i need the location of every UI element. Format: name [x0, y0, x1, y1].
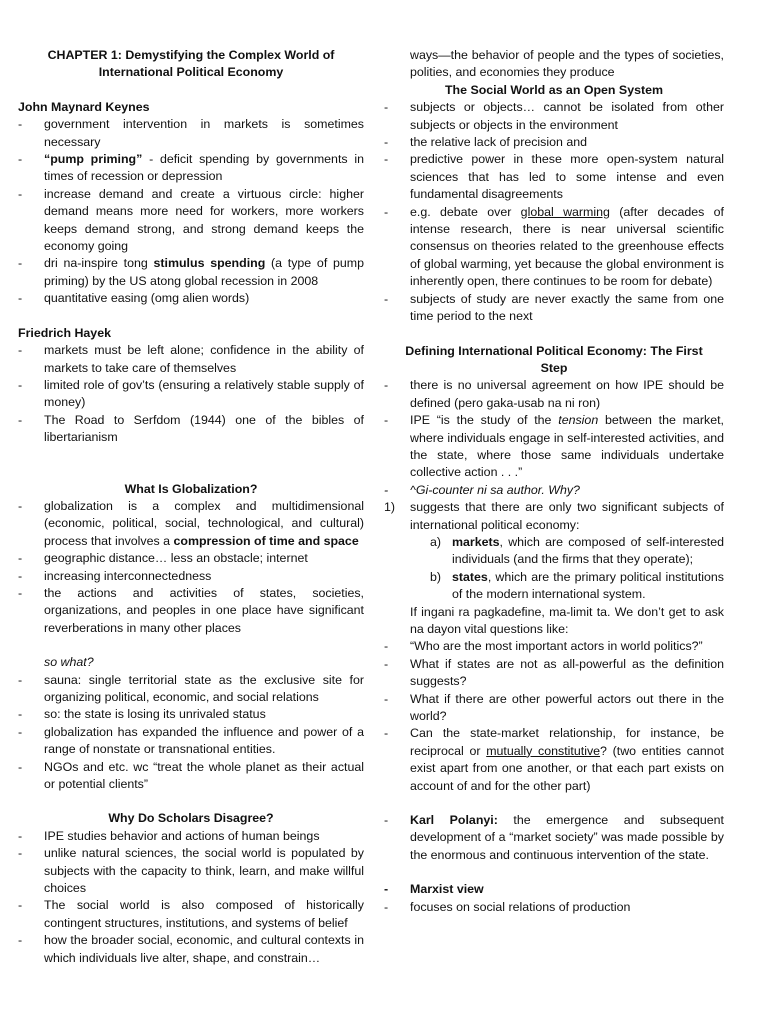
questions-list	[384, 638, 724, 795]
list-item	[384, 291, 724, 326]
def-b-term: states	[452, 569, 488, 584]
dis-b2: unlike natural sciences, the social world is populated by subjects with the capacity to think, learn, and make willful choices	[44, 846, 364, 896]
list-item	[18, 186, 364, 256]
glob-c3: globalization has expanded the influence and power of a range of nonstate or transnational entities.	[44, 724, 364, 757]
def-a-text: , which are composed of self-interested individuals (and the firms that they operate);	[452, 534, 724, 567]
def-b2-term: tension	[558, 413, 599, 428]
list-item	[384, 412, 724, 482]
os-b4-term: global warming	[520, 204, 610, 219]
hayek-b2: limited role of gov’ts (ensuring a relatively stable supply of money)	[44, 377, 364, 410]
keynes-b4-term: stimulus spending	[153, 256, 266, 271]
list-item	[18, 845, 364, 897]
list-item	[18, 151, 364, 186]
disagree-heading: Why Do Scholars Disagree?	[108, 811, 274, 826]
glob-b1-pre: globalization is a complex and multidimensional (economic, political, social, technological, and cultural) process that involves a	[44, 498, 364, 548]
list-item	[18, 585, 364, 637]
list-item	[18, 672, 364, 707]
list-item	[18, 412, 364, 447]
disagree-list	[18, 828, 364, 967]
def-b2-pre: IPE “is the study of the	[410, 413, 559, 428]
def-b2-text: between the market, where individuals engage in self-interested activities, and the state, where those same individuals undertake collective action . . .”	[410, 413, 724, 480]
globalization-heading: What Is Globalization?	[124, 481, 258, 496]
list-item	[18, 828, 364, 845]
defining-heading: Defining International Political Economy: The First Step	[405, 343, 703, 375]
polanyi-list	[384, 812, 724, 864]
def-b1: there is no universal agreement on how IPE should be defined (pero gaka-usab na ni ron)	[410, 378, 724, 410]
os-b2: the relative lack of precision and	[410, 135, 588, 150]
list-item	[18, 568, 364, 585]
dis-b1: IPE studies behavior and actions of human beings	[44, 828, 320, 843]
list-item	[18, 932, 364, 967]
so-what-label: so what?	[44, 655, 94, 670]
letter-label: a)	[430, 534, 442, 549]
def-q2: What if states are not as all-powerful as the definition suggests?	[410, 656, 724, 689]
list-item	[18, 255, 364, 290]
os-b3: predictive power in these more open-system natural sciences that has led to some intense and even fundamental disagreements	[410, 152, 724, 202]
defining-list	[384, 377, 724, 499]
glob-b3: increasing interconnectedness	[44, 568, 212, 583]
keynes-list	[18, 116, 364, 307]
marxist-b1: focuses on social relations of production	[410, 899, 631, 914]
list-item	[384, 812, 724, 864]
keynes-b5: quantitative easing (omg alien words)	[44, 291, 250, 306]
glob-c1: sauna: single territorial state as the exclusive site for organizing political, economic, and social relations	[44, 672, 364, 704]
glob-c2: so: the state is losing its unrivaled status	[44, 707, 266, 722]
os-b1: subjects or objects… cannot be isolated from other subjects or objects in the environment	[410, 100, 724, 132]
def-a-term: markets	[452, 534, 500, 549]
list-item	[384, 99, 724, 134]
list-item	[384, 151, 724, 203]
list-item	[384, 204, 724, 291]
def-q4-term: mutually constitutive	[486, 743, 601, 758]
glob-b1-term: compression of time and space	[173, 533, 359, 548]
letter-label: b)	[430, 569, 442, 584]
list-item	[18, 897, 364, 932]
list-item	[384, 638, 724, 655]
os-b4-pre: e.g. debate over	[410, 204, 521, 219]
sub-item-a	[384, 534, 724, 569]
list-item	[18, 342, 364, 377]
keynes-b1: government intervention in markets is sometimes necessary	[44, 117, 364, 149]
glob-b4: the actions and activities of states, societies, organizations, and peoples in one place have significant reverberations in many other places	[44, 585, 364, 635]
marxist-heading: Marxist view	[410, 882, 484, 897]
list-item	[384, 656, 724, 691]
so-what-list	[18, 672, 364, 794]
dis-b4: how the broader social, economic, and cultural contexts in which individuals live alter, shape, and constrain…	[44, 933, 364, 965]
list-item	[18, 498, 364, 550]
def-q3: What if there are other powerful actors out there in the world?	[410, 691, 724, 724]
globalization-list	[18, 498, 364, 637]
polanyi-text: the emergence and subsequent development of a “market society” was made possible by the enormous and continuous intervention of the state.	[410, 813, 725, 862]
dis-b3: The social world is also composed of historically contingent structures, institutions, and systems of belief	[44, 898, 364, 930]
list-item	[384, 899, 724, 916]
keynes-b4-text: (a type of pump priming) by the US atong global recession in 2008	[44, 256, 364, 288]
list-item	[18, 550, 364, 567]
def-n1: suggests that there are only two significant subjects of international political economy:	[410, 500, 724, 532]
list-item	[18, 724, 364, 759]
list-item	[384, 377, 724, 412]
os-b4-text: (after decades of intense research, there is near universal scientific consensus on theories related to the greenhouse effects of global warming, yet because the global environment is inherently open, there continues to be room for debate)	[410, 204, 724, 289]
def-q4-pre: Can the state-market relationship, for instance, be reciprocal or	[410, 726, 724, 758]
list-item	[18, 759, 364, 794]
keynes-heading: John Maynard Keynes	[18, 99, 150, 114]
hayek-b3: The Road to Serfdom (1944) one of the bibles of libertarianism	[44, 412, 364, 445]
chapter-title-line1: CHAPTER 1: Demystifying the Complex World of	[47, 48, 335, 62]
keynes-b3: increase demand and create a virtuous circle: higher demand means more need for workers, more workers keeps demand strong, and strong demand keeps the economy going	[44, 186, 364, 254]
list-item	[18, 377, 364, 412]
hayek-b1: markets must be left alone; confidence in the ability of markets to take care of themselves	[44, 343, 364, 375]
list-item	[384, 725, 724, 795]
open-system-heading: The Social World as an Open System	[444, 82, 664, 97]
list-item	[384, 134, 724, 151]
def-q1: “Who are the most important actors in world politics?”	[410, 639, 703, 654]
list-item	[384, 691, 724, 726]
list-item	[384, 881, 724, 898]
chapter-title-line2: International Political Economy	[98, 65, 284, 80]
keynes-b2-term: “pump priming”	[44, 152, 143, 167]
numbered-item-1	[384, 499, 724, 534]
sub-item-b	[384, 569, 724, 604]
open-system-list	[384, 99, 724, 325]
hayek-heading: Friedrich Hayek	[18, 325, 111, 340]
def-b3: ^Gi-counter ni sa author. Why?	[410, 482, 580, 497]
keynes-b2-text: - deficit spending by governments in times of recession or depression	[44, 152, 364, 184]
marxist-list	[384, 881, 724, 916]
glob-b2: geographic distance… less an obstacle; internet	[44, 551, 308, 566]
def-q4-text: ? (two entities cannot exist apart from one another, or that each part exists on account of and for the other part)	[410, 743, 724, 793]
list-item	[18, 290, 364, 307]
polanyi-term: Karl Polanyi:	[410, 813, 498, 828]
ingani-note: If ingani ra pagkadefine, ma-limit ta. We don’t get to ask na dayon vital questions like:	[410, 604, 724, 636]
os-b5: subjects of study are never exactly the same from one time period to the next	[410, 291, 724, 324]
left-column	[18, 47, 364, 967]
continued-text: ways—the behavior of people and the types of societies, polities, and economies they produce	[410, 48, 724, 80]
keynes-b4-pre: dri na-inspire tong	[44, 256, 154, 271]
list-item	[384, 482, 724, 499]
list-item	[18, 116, 364, 151]
def-b-text: , which are the primary political institutions of the modern international system.	[452, 569, 724, 602]
right-column	[384, 47, 724, 916]
number-label: 1)	[384, 500, 396, 515]
glob-c4: NGOs and etc. wc “treat the whole planet as their actual or potential clients”	[44, 759, 364, 792]
chapter-title	[18, 47, 364, 82]
hayek-list	[18, 342, 364, 446]
list-item	[18, 706, 364, 723]
